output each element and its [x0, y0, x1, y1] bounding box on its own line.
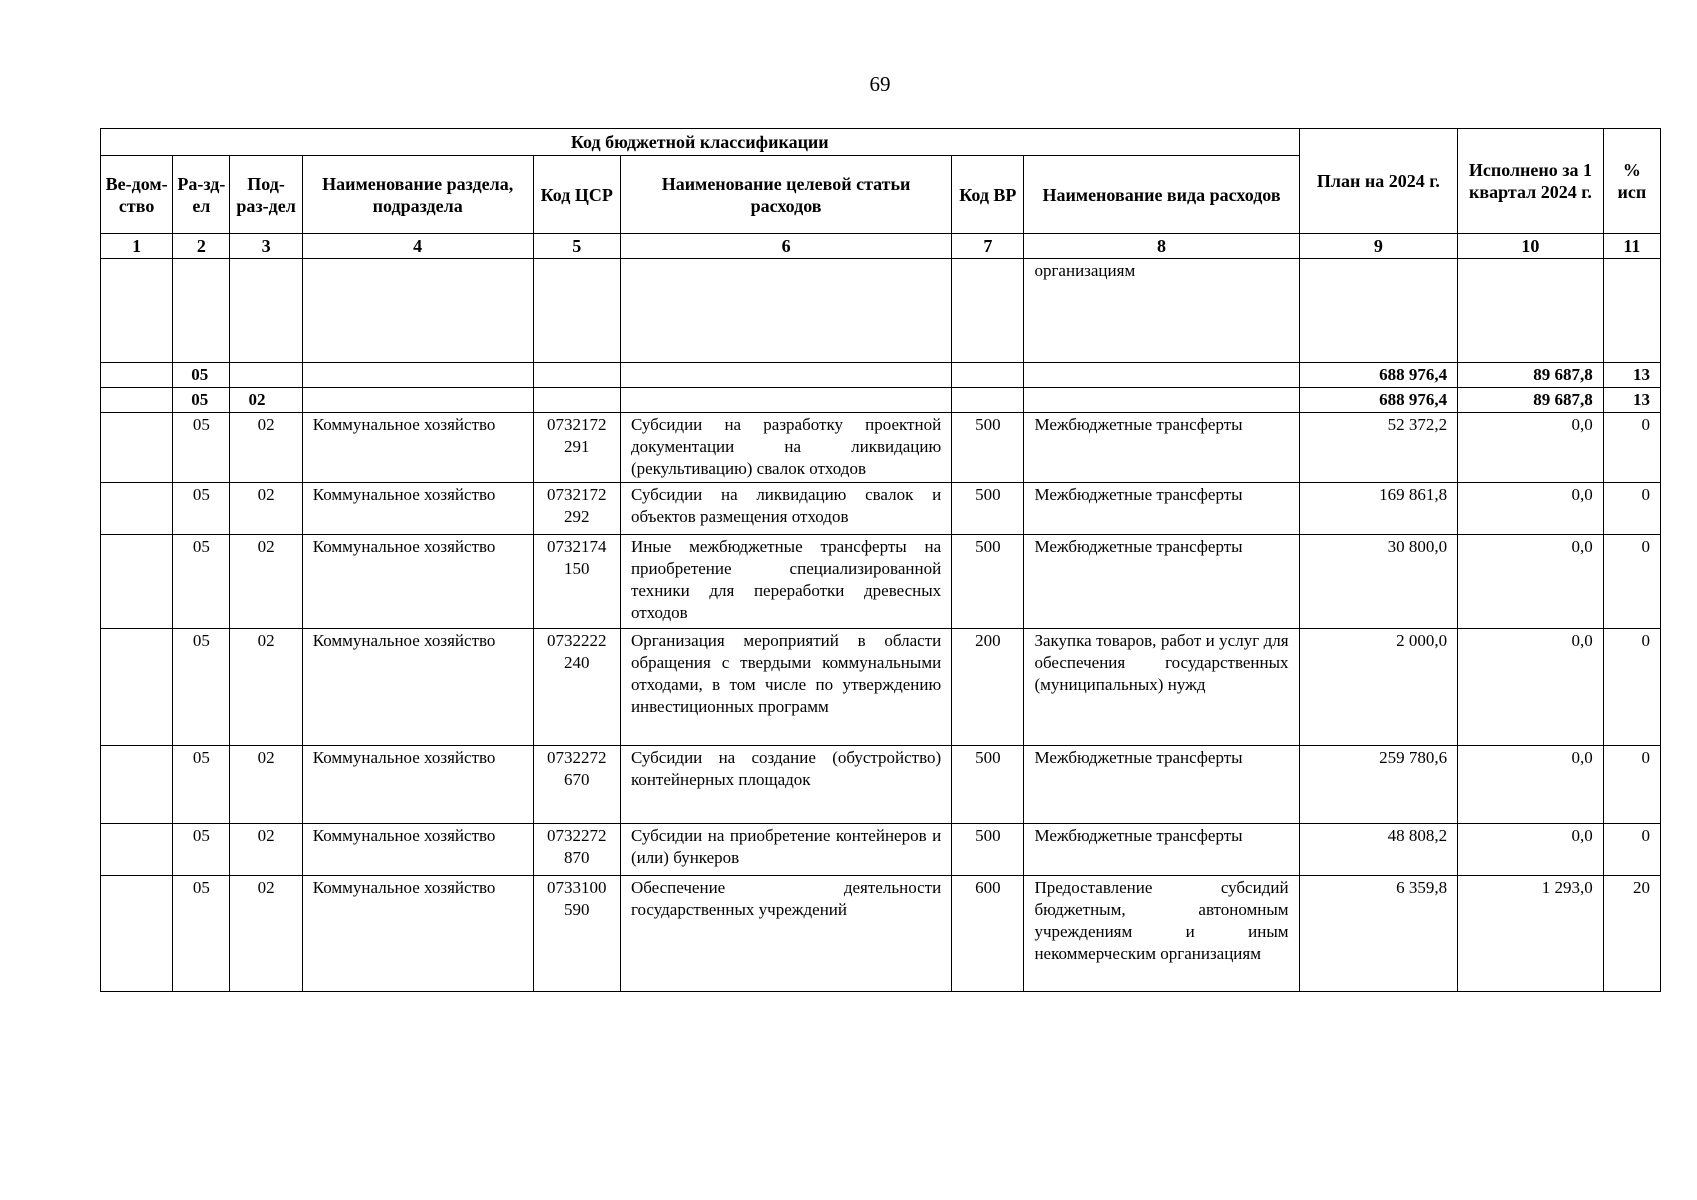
- column-header-department: Ве-дом-ство: [101, 156, 173, 234]
- cell-article-name: Субсидии на создание (обустройство) контейнерных площадок: [620, 746, 951, 824]
- cell-section-name: Коммунальное хозяйство: [302, 535, 533, 629]
- cell-section: 05: [173, 413, 230, 483]
- cell-percent: 0: [1603, 629, 1660, 746]
- cell-section-name: Коммунальное хозяйство: [302, 876, 533, 992]
- cell-expense-type: Межбюджетные трансферты: [1024, 824, 1299, 876]
- column-header-vr-code: Код ВР: [952, 156, 1024, 234]
- cell-percent: 0: [1603, 413, 1660, 483]
- cell-csr-code: [533, 259, 620, 363]
- cell-article-name: Обеспечение деятельности государственных учреждений: [620, 876, 951, 992]
- cell-vr-code: [952, 388, 1024, 413]
- cell-vr-code: 600: [952, 876, 1024, 992]
- cell-subsection: 02: [230, 746, 302, 824]
- cell-article-name: [620, 388, 951, 413]
- cell-vr-code: 500: [952, 535, 1024, 629]
- cell-expense-type: Межбюджетные трансферты: [1024, 413, 1299, 483]
- column-header-subsection: Под-раз-дел: [230, 156, 302, 234]
- column-number: 11: [1603, 234, 1660, 259]
- cell-executed: 0,0: [1458, 629, 1604, 746]
- cell-percent: 13: [1603, 363, 1660, 388]
- cell-section-name: Коммунальное хозяйство: [302, 629, 533, 746]
- cell-section: 05: [173, 876, 230, 992]
- cell-percent: 0: [1603, 746, 1660, 824]
- cell-section-name: [302, 363, 533, 388]
- column-number: 7: [952, 234, 1024, 259]
- cell-vr-code: 500: [952, 413, 1024, 483]
- column-number: 1: [101, 234, 173, 259]
- cell-vr-code: 200: [952, 629, 1024, 746]
- cell-section-name: [302, 259, 533, 363]
- page-number: 69: [869, 72, 891, 96]
- cell-plan: 688 976,4: [1299, 363, 1458, 388]
- cell-article-name: Субсидии на приобретение контейнеров и (или) бункеров: [620, 824, 951, 876]
- cell-section-name: [302, 388, 533, 413]
- table-row: [101, 259, 1661, 363]
- cell-subsection: 02: [230, 388, 302, 413]
- cell-executed: 0,0: [1458, 535, 1604, 629]
- cell-department: [101, 876, 173, 992]
- cell-expense-type: [1024, 363, 1299, 388]
- cell-percent: 13: [1603, 388, 1660, 413]
- table-row: [101, 824, 1661, 876]
- cell-executed: 1 293,0: [1458, 876, 1604, 992]
- cell-expense-type: Межбюджетные трансферты: [1024, 535, 1299, 629]
- column-number: 2: [173, 234, 230, 259]
- cell-section: 05: [173, 483, 230, 535]
- column-header-expense-type: Наименование вида расходов: [1024, 156, 1299, 234]
- column-header-csr-code: Код ЦСР: [533, 156, 620, 234]
- cell-article-name: Субсидии на разработку проектной документации на ликвидацию (рекультивацию) свалок отходов: [620, 413, 951, 483]
- cell-section: [173, 259, 230, 363]
- cell-executed: 89 687,8: [1458, 363, 1604, 388]
- cell-plan: 259 780,6: [1299, 746, 1458, 824]
- cell-section-name: Коммунальное хозяйство: [302, 746, 533, 824]
- cell-vr-code: 500: [952, 824, 1024, 876]
- column-header-plan: План на 2024 г.: [1299, 129, 1458, 234]
- cell-department: [101, 629, 173, 746]
- cell-expense-type: Межбюджетные трансферты: [1024, 483, 1299, 535]
- column-number: 5: [533, 234, 620, 259]
- cell-subsection: 02: [230, 629, 302, 746]
- cell-section-name: Коммунальное хозяйство: [302, 413, 533, 483]
- cell-plan: 169 861,8: [1299, 483, 1458, 535]
- cell-subsection: 02: [230, 413, 302, 483]
- column-number: 10: [1458, 234, 1604, 259]
- cell-expense-type: [1024, 388, 1299, 413]
- cell-department: [101, 483, 173, 535]
- cell-percent: 20: [1603, 876, 1660, 992]
- section-total-row: [101, 363, 1661, 388]
- cell-plan: 52 372,2: [1299, 413, 1458, 483]
- table-row: [101, 629, 1661, 746]
- column-number: 6: [620, 234, 951, 259]
- cell-expense-type: организациям: [1024, 259, 1299, 363]
- cell-percent: 0: [1603, 824, 1660, 876]
- column-header-section-name: Наименование раздела, подраздела: [302, 156, 533, 234]
- cell-department: [101, 746, 173, 824]
- table-row: [101, 413, 1661, 483]
- cell-vr-code: 500: [952, 483, 1024, 535]
- column-number: 3: [230, 234, 302, 259]
- cell-percent: [1603, 259, 1660, 363]
- cell-executed: [1458, 259, 1604, 363]
- cell-expense-type: Межбюджетные трансферты: [1024, 746, 1299, 824]
- cell-article-name: Иные межбюджетные трансферты на приобретение специализированной техники для переработки древесных отходов: [620, 535, 951, 629]
- cell-department: [101, 259, 173, 363]
- cell-subsection: 02: [230, 483, 302, 535]
- column-header-section: Ра-зд-ел: [173, 156, 230, 234]
- cell-section: 05: [173, 746, 230, 824]
- cell-vr-code: [952, 363, 1024, 388]
- cell-vr-code: [952, 259, 1024, 363]
- column-header-percent: % исп: [1603, 129, 1660, 234]
- column-number: 8: [1024, 234, 1299, 259]
- cell-section: 05: [173, 363, 230, 388]
- column-numbers-row: [101, 234, 1661, 259]
- cell-vr-code: 500: [952, 746, 1024, 824]
- cell-executed: 89 687,8: [1458, 388, 1604, 413]
- budget-classification-header: Код бюджетной классификации: [101, 129, 1300, 156]
- cell-expense-type: Закупка товаров, работ и услуг для обеспечения государственных (муниципальных) нужд: [1024, 629, 1299, 746]
- table-row: [101, 746, 1661, 824]
- cell-article-name: Субсидии на ликвидацию свалок и объектов размещения отходов: [620, 483, 951, 535]
- cell-csr-code: 0732272670: [533, 746, 620, 824]
- cell-plan: 688 976,4: [1299, 388, 1458, 413]
- budget-table: [100, 128, 1661, 992]
- cell-plan: 48 808,2: [1299, 824, 1458, 876]
- cell-department: [101, 824, 173, 876]
- cell-article-name: [620, 363, 951, 388]
- column-header-article-name: Наименование целевой статьи расходов: [620, 156, 951, 234]
- cell-csr-code: [533, 363, 620, 388]
- cell-subsection: 02: [230, 535, 302, 629]
- cell-department: [101, 413, 173, 483]
- cell-executed: 0,0: [1458, 483, 1604, 535]
- cell-percent: 0: [1603, 535, 1660, 629]
- cell-section-name: Коммунальное хозяйство: [302, 824, 533, 876]
- cell-plan: 2 000,0: [1299, 629, 1458, 746]
- column-number: 4: [302, 234, 533, 259]
- cell-plan: 6 359,8: [1299, 876, 1458, 992]
- cell-subsection: 02: [230, 824, 302, 876]
- cell-csr-code: 0732174150: [533, 535, 620, 629]
- cell-csr-code: 0733100590: [533, 876, 620, 992]
- cell-article-name: [620, 259, 951, 363]
- subsection-total-row: [101, 388, 1661, 413]
- cell-plan: 30 800,0: [1299, 535, 1458, 629]
- table-row: [101, 876, 1661, 992]
- cell-csr-code: 0732172292: [533, 483, 620, 535]
- cell-csr-code: 0732172291: [533, 413, 620, 483]
- cell-section: 05: [173, 629, 230, 746]
- cell-plan: [1299, 259, 1458, 363]
- cell-executed: 0,0: [1458, 413, 1604, 483]
- cell-subsection: [230, 259, 302, 363]
- table-row: [101, 483, 1661, 535]
- cell-department: [101, 388, 173, 413]
- cell-executed: 0,0: [1458, 746, 1604, 824]
- cell-article-name: Организация мероприятий в области обращения с твердыми коммунальными отходами, в том числе по утверждению инвестиционных программ: [620, 629, 951, 746]
- cell-executed: 0,0: [1458, 824, 1604, 876]
- cell-department: [101, 535, 173, 629]
- cell-department: [101, 363, 173, 388]
- cell-subsection: 02: [230, 876, 302, 992]
- cell-section: 05: [173, 388, 230, 413]
- cell-section: 05: [173, 824, 230, 876]
- cell-csr-code: 0732222240: [533, 629, 620, 746]
- cell-csr-code: 0732272870: [533, 824, 620, 876]
- cell-subsection: [230, 363, 302, 388]
- cell-percent: 0: [1603, 483, 1660, 535]
- cell-section-name: Коммунальное хозяйство: [302, 483, 533, 535]
- cell-section: 05: [173, 535, 230, 629]
- table-row: [101, 535, 1661, 629]
- cell-expense-type: Предоставление субсидий бюджетным, автономным учреждениям и иным некоммерческим организациям: [1024, 876, 1299, 992]
- column-number: 9: [1299, 234, 1458, 259]
- cell-csr-code: [533, 388, 620, 413]
- column-header-executed: Исполнено за 1 квартал 2024 г.: [1458, 129, 1604, 234]
